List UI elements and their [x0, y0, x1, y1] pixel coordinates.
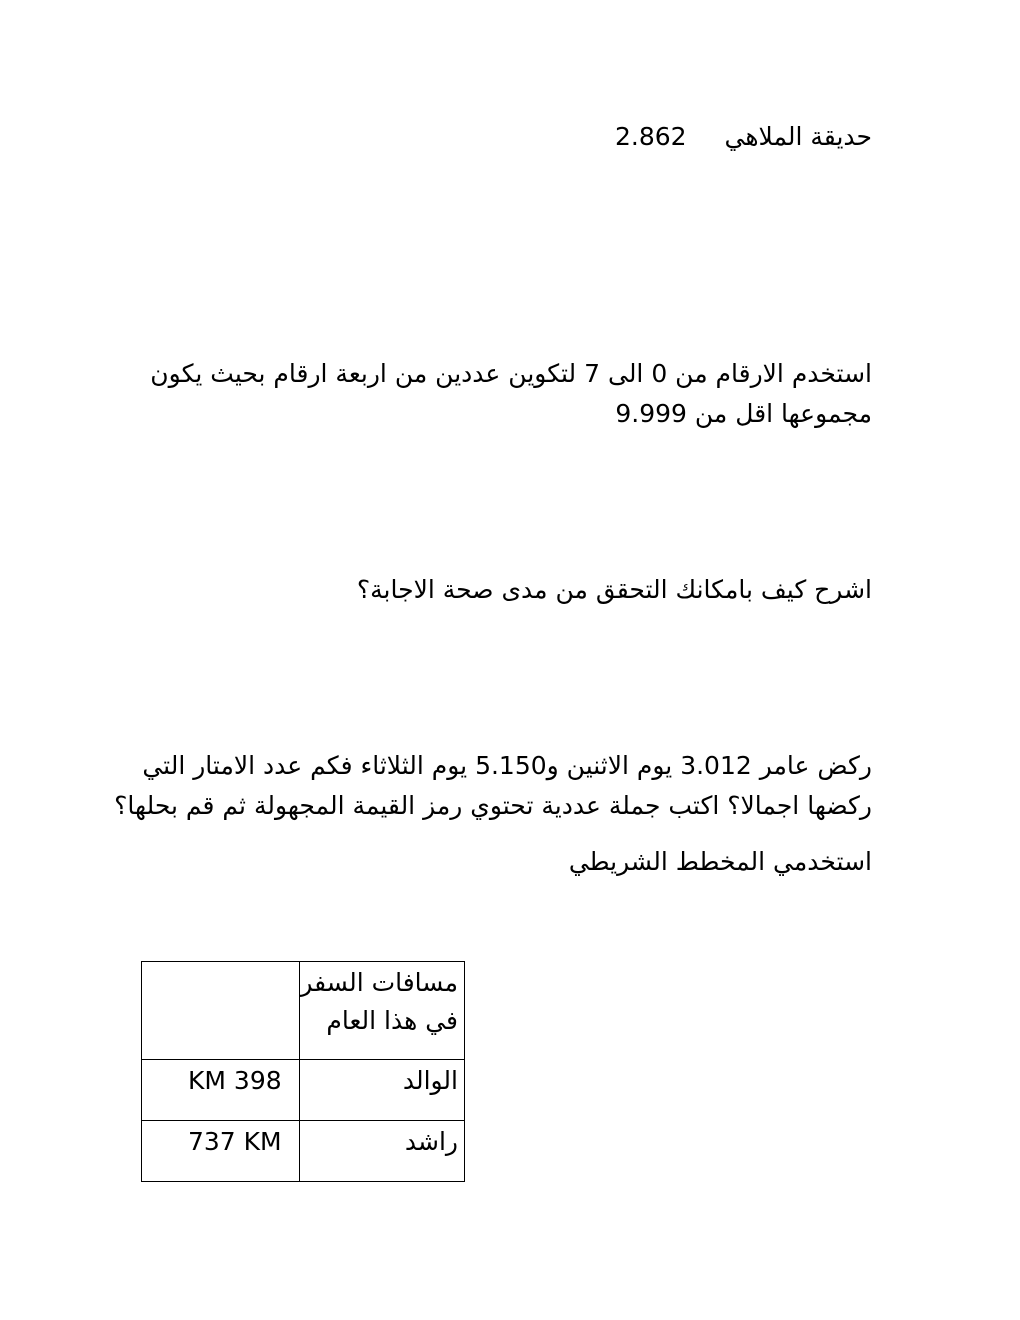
table-header-label	[300, 962, 465, 1060]
question-3-line-1: ركض عامر 3.012 يوم الاثنين و5.150 يوم الثلاثاء فكم عدد الامتار التي	[142, 751, 872, 780]
table-header-value	[142, 962, 300, 1060]
page-title	[615, 118, 872, 156]
table-cell-value: KM 398	[142, 1060, 300, 1121]
table-header-line-2: في هذا العام	[326, 1006, 458, 1035]
table-header-row	[142, 962, 465, 1060]
table-cell-label: راشد	[300, 1121, 465, 1182]
question-2: اشرح كيف بامكانك التحقق من مدى صحة الاجابة؟	[356, 575, 872, 604]
table-header-line-1: مسافات السفر	[300, 968, 458, 997]
question-1-line-1: استخدم الارقام من 0 الى 7 لتكوين عددين من اربعة ارقام بحيث يكون	[150, 359, 872, 388]
question-3-line-3: استخدمي المخطط الشريطي	[568, 847, 872, 876]
title-label: حديقة الملاهي	[724, 122, 872, 151]
table-row	[142, 1060, 465, 1121]
table-cell-value: 737 KM	[142, 1121, 300, 1182]
title-number: 2.862	[614, 122, 687, 151]
travel-distance-table	[141, 961, 465, 1182]
table-row	[142, 1121, 465, 1182]
table-cell-label: الوالد	[300, 1060, 465, 1121]
question-3-line-2: ركضها اجمالا؟ اكتب جملة عددية تحتوي رمز القيمة المجهولة ثم قم بحلها؟	[114, 791, 872, 820]
question-1-line-2: مجموعها اقل من 9.999	[615, 399, 872, 428]
